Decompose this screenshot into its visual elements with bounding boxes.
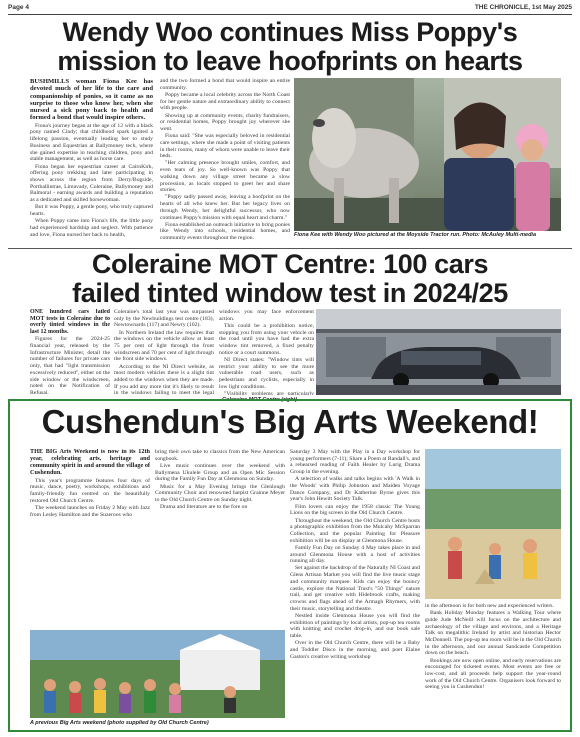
story3-paragraph: Bank Holiday Monday features a Walking Tour where guide Jude McNeill will focus on the architecture and archaeology of the village and environs, and a Heritage Talk on megalithic Ireland by artist and historian Hector McDonnell. The pop-up tea room will be in the Old Church in the afternoon, and our annual Sandcastle Competition down on the beach. [425,610,561,657]
story2-paragraph: NI Direct states: "Window tints will restrict your ability to see the more vulnerable road users, such as pedestrians and cyclists, especially in low light conditions. [219,356,314,390]
story3-paragraph: Music for a May Evening brings the Glenlough Community Choir and renowned harpist Grainne Meyer to the Old Church Centre on Sunday night. [155,483,285,503]
story1-paragraph: But it was Poppy, a gentle pony, who truly captured hearts. [30,204,153,217]
page-header [8,4,572,14]
story1-column-2 [160,78,290,246]
header-rule [8,14,572,15]
mot-centre-illustration [316,309,561,395]
story2-column-2 [114,309,214,395]
story1-caption: Fiona Kee with Wendy Woo pictured at the Moyside Tractor run. Photo: McAuley Multi-media [294,232,537,238]
story3-paragraph: in the afternoon is for both new and experienced writers. [425,603,554,609]
story3-paragraph: Bookings are now open online, and early reservations are encouraged for ticketed events. Most events are free or low-cost, and all proceeds help support the year-round work of the Old Church Centre. Organisers look forward to seeing you in Cushendun! [425,657,561,691]
story2-headline-line2: failed tinted window test in 2024/25 [72,278,508,308]
story1-paragraph: Fiona's journey began at the age of 12 with a black pony named Cindy; that childhood spark ignited a lifelong passion, eventually leading her to study Business and Equestrian at Ballymoney tech, where she gained expertise in teaching children, pony and stable management, as well as horse care. [30,122,153,163]
story3-paragraph: Family Fun Day on Sunday 4 May takes place in and around Glenmona House with a host of activities running all day. [290,544,420,565]
story3-column-3 [290,449,420,725]
story3-paragraph: A selection of walks and talks begins with 'A Walk in the Woods' with Philip Johnston and Maiden Voyage Dance Company, and Dr Katherine Byrne gives this year's John Hewitt Society Talk. [290,476,420,503]
story3-headline: Cushendun's Big Arts Weekend! [41,403,539,440]
story3-caption: A previous Big Arts weekend (photo supplied by Old Church Centre) [30,720,209,726]
story3-main-photo [30,630,285,718]
story3-paragraph: bring their own take to classics from the New American songbook. [155,449,285,462]
story1-lead: BUSHMILLS woman Fiona Kee has devoted much of her life to the care and companionship of ponies, so it came as no surprise to those who know her, when she nursed a sick pony back to health and formed a bond that would inspire others. [30,78,153,122]
story1-headline-line2: mission to leave hoofprints on hearts [57,46,523,76]
story1-paragraph: Poppy became a local celebrity across the North Coast for her gentle nature and extraordinary ability to connect with people. [160,91,290,112]
story2-paragraph: Coleraine's total last year was surpassed only by the Newbuildings test centre (183), Newtownards (117) and Newry (102). [114,309,214,329]
story3-paragraph: Throughout the weekend, the Old Church Centre hosts a photographic exhibition from the Mulcahy McSparran Collection, and the popular Painting for Pleasure exhibition will be on display at Glenmona House. [290,517,420,544]
edition-date: THE CHRONICLE, 1st May 2025 [474,4,572,11]
story3-paragraph: Film lovers can enjoy the 1958 classic The Young Lions on the big screen in the Old Church Centre. [290,503,420,517]
story2-paragraph: windows you may face enforcement action. [219,309,314,322]
story3-column-2 [155,449,285,627]
story2-paragraph: Figures for the 2024-25 financial year, released by the Infrastructure Minister, detail the number of failures for private cars only, that had "light transmission excessively reduced", either on the side window or the windscreen, noted on the Notification of Refusal. [30,336,110,395]
story3-paragraph: The weekend launches on Friday 2 May with Jazz from Lesley Hamilton and the Suzeroos who [30,504,150,518]
story1-paragraph: Fiona established an outreach initiative to bring ponies like Wendy into schools, residential homes, and community events throughout the region. [160,221,290,242]
story2-column-3 [219,309,314,395]
story2-caption: Coleraine MOT Centre (right) [222,397,298,403]
story2-photo [316,309,561,395]
story2-paragraph: In Northern Ireland the law requires that the windows on the vehicle allow at least 75 per cent of light through the front windscreen and 70 per cent of light through the front side windows. [114,329,214,363]
pony-photo-illustration [294,78,561,231]
story1-photo [294,78,561,231]
story1-paragraph: Showing up at community events, charity fundraisers, or residential homes, Poppy brought joy wherever she went. [160,112,290,132]
story2-paragraph: "Visibility problems are particularly [224,390,314,395]
story3-paragraph: Over in the Old Church Centre, there will be a Baby and Toddler Disco in the morning, and poet Elaine Gaston's creative writing workshop [290,640,420,660]
story2-column-1 [30,309,110,395]
story3-paragraph: Live music continues over the weekend with Ballymena Ukulele Group and an Open Mic Session during the Family Fun Day at Glenmona on Sunday. [155,462,285,483]
story2-paragraph: According to the NI Direct website, as most modern vehicles there is a slight tint added to the windows when they are made. If you add any more tint it's likely to result in the windows failing to meet the legal [114,363,214,395]
story3-paragraph: Set against the backdrop of the Naturally NI Coast and Glens Artisan Market you will find the live music stage and community marquee. Kids can enjoy the bouncy castle, explore the National Trust's "50 Things" nature trail, and get creative with Hidebrook crafts, making crowns and flags ahead of the Armagh Rhymers, with their music, storytelling and theatre. [290,565,420,612]
story3-lead: THE BIG Arts Weekend is now in its 12th year, celebrating arts, heritage and community spirit in and around the village of Cushendun. [30,449,150,476]
story3-paragraph: Saturday 3 May with the Play in a Day workshop for young performers (7-11); Share a Poem at Randall's, and a rehearsed reading of Faith Healer by Lurig Drama Group in the evening. [290,449,420,476]
story3-paragraph: Nestled inside Glenmona House you will find the exhibition of paintings by local artists, pop-up tea rooms with knitting and crochet drop-in, and our book sale table. [290,612,420,639]
story1-headline-line1: Wendy Woo continues Miss Poppy's [62,17,518,47]
story3-paragraph: This year's programme features four days of music, dance, poetry, workshops, exhibitions and family-friendly fun centred on the beautifully restored Old Church Centre. [30,477,150,504]
story1-paragraph: When Poppy came into Fiona's life, the little pony had experienced hardship and neglect. With patience and love, Fiona nursed her back to health, [30,218,153,238]
story3-column-4 [425,603,561,725]
story1-paragraph: "Poppy sadly passed away, leaving a hoofprint on the hearts of all who knew her. But her legacy lives on through Wendy, her delightful successor, who now continues Poppy's mission with equal heart and charm." [160,194,290,221]
story2-lead: ONE hundred cars failed MOT tests in Coleraine due to overly tinted windows in the last 12 months. [30,309,110,335]
story2-headline-line1: Coleraine MOT Centre: 100 cars [91,249,489,279]
story1-paragraph: Fiona said: "She was especially beloved in residential care settings, where she made a point of visiting patients in their rooms, many of whom were unable to leave their beds. [160,133,290,160]
story1-paragraph: and the two formed a bond that would inspire an entire community. [160,78,290,91]
arts-weekend-crowd-illustration [30,630,285,718]
story1-paragraph: Fiona began her equestrian career at CairnKirk, offering pony trekking and later participating in shows across the region from Derry/Bogside, Portballintrae, Limavady, Coleraine, Ballymoney and Balmoral - earning awards and building a reputation as a dedicated and skilled horsewoman. [30,163,153,204]
story1-headline [8,18,572,76]
beach-photo-illustration [425,449,561,599]
story2-paragraph: This could be a prohibition notice, stopping you from using your vehicle on the road until you have had the extra window tint removed, a fixed penalty notice or a court summons. [219,322,314,356]
story2-headline [8,250,572,308]
story1-column-1 [30,78,153,246]
story3-side-photo [425,449,561,599]
story3-paragraph: Drama and literature are to the fore on [160,504,248,511]
story1-paragraph: "Her calming presence brought smiles, comfort, and even tears of joy. So well-known was Poppy that walking down any village street became a slow procession, as locals stopped to greet her and share stories. [160,160,290,194]
story3-column-1 [30,449,150,627]
page-number: Page 4 [8,4,29,11]
